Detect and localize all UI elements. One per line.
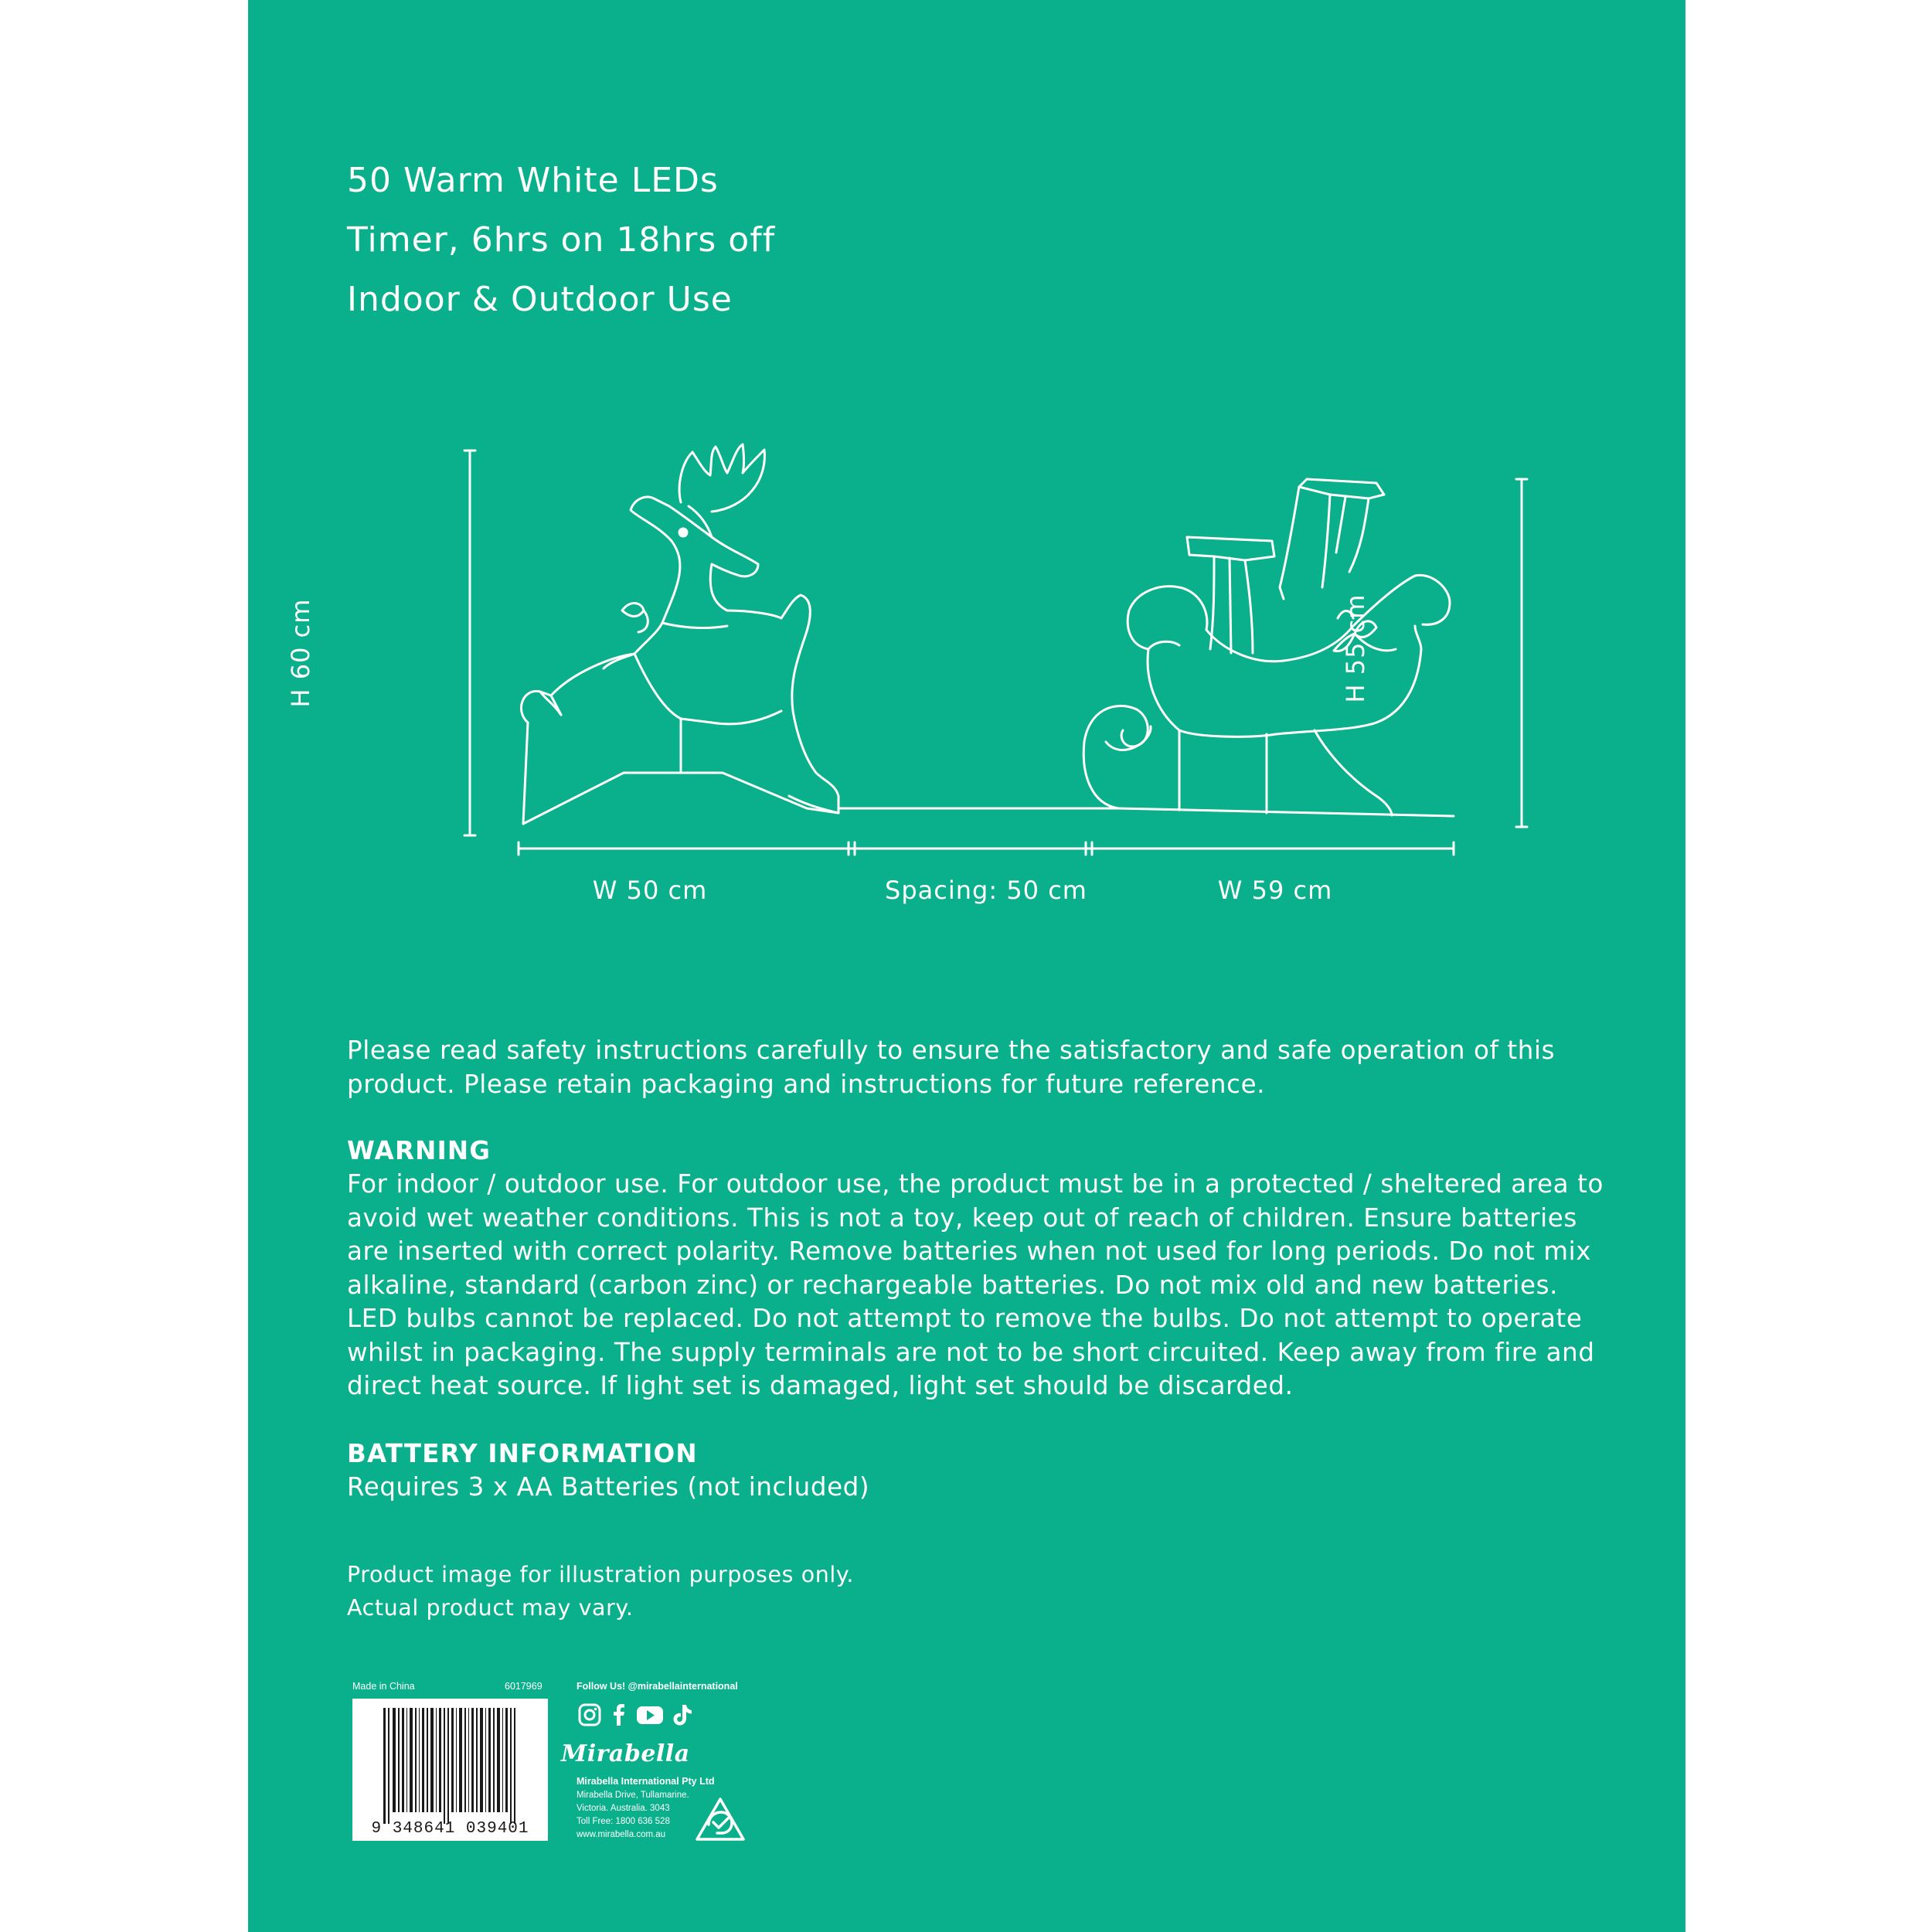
- company-name: Mirabella International Pty Ltd: [577, 1776, 715, 1787]
- brand-logo: Mirabella: [561, 1740, 690, 1767]
- warning-text: For indoor / outdoor use. For outdoor use, the product must be in a protected / sheltered area to avoid wet weather conditions. This is not a toy, keep out of reach of children. Ensure batteries are inserted with correct polarity. Remove batteries when not used for long periods. Do not mix alkaline, standard (carbon zinc) or rechargeable batteries. Do not mix old and new batteries. LED bulbs cannot be replaced. Do not attempt to remove the bulbs. Do not attempt to operate whilst in packaging. The supply terminals are not to be short circuited. Keep away from fire and direct heat source. If light set is damaged, light set should be discarded.: [347, 1169, 1604, 1400]
- reindeer-outline: [521, 444, 838, 824]
- address-line-4: www.mirabella.com.au: [577, 1830, 666, 1839]
- made-in-label: Made in China: [352, 1681, 415, 1692]
- spacing-text: Spacing: 50 cm: [885, 876, 1087, 905]
- reindeer-height-label: H 60 cm: [286, 598, 315, 708]
- sleigh-outline: [1083, 479, 1454, 816]
- feature-leds: 50 Warm White LEDs: [347, 161, 719, 200]
- product-illustration: [248, 0, 1685, 1005]
- packaging-panel: [248, 0, 1685, 1932]
- tiktok-icon[interactable]: [669, 1702, 696, 1728]
- disclaimer-line-2: Actual product may vary.: [347, 1595, 634, 1621]
- sleigh-height-label: H 55 cm: [1341, 594, 1370, 703]
- instagram-icon[interactable]: [577, 1702, 603, 1728]
- intro-paragraph: Please read safety instructions carefully to ensure the satisfactory and safe operation of this product. Please retain packaging and instructions for future reference.: [347, 1036, 1556, 1099]
- battery-heading: BATTERY INFORMATION: [347, 1439, 698, 1468]
- sleigh-width-text: W 59 cm: [1217, 876, 1333, 905]
- address-line-2: Victoria. Australia. 3043: [577, 1804, 670, 1813]
- feature-timer: Timer, 6hrs on 18hrs off: [347, 220, 776, 260]
- facebook-icon[interactable]: [606, 1702, 632, 1728]
- address-line-3: Toll Free: 1800 636 528: [577, 1817, 670, 1826]
- address-line-1: Mirabella Drive, Tullamarine.: [577, 1791, 689, 1800]
- product-code: 6017969: [505, 1681, 543, 1692]
- battery-text: Requires 3 x AA Batteries (not included): [347, 1472, 870, 1502]
- rcm-compliance-icon: [695, 1797, 746, 1842]
- reindeer-width-text: W 50 cm: [592, 876, 708, 905]
- barcode: [352, 1699, 548, 1841]
- disclaimer-line-1: Product image for illustration purposes only.: [347, 1562, 854, 1587]
- barcode-number: 9 348641 039401: [371, 1820, 529, 1838]
- youtube-icon[interactable]: [635, 1702, 665, 1728]
- follow-label: Follow Us! @mirabellainternational: [577, 1681, 738, 1692]
- warning-heading: WARNING: [347, 1136, 492, 1165]
- feature-use: Indoor & Outdoor Use: [347, 280, 733, 319]
